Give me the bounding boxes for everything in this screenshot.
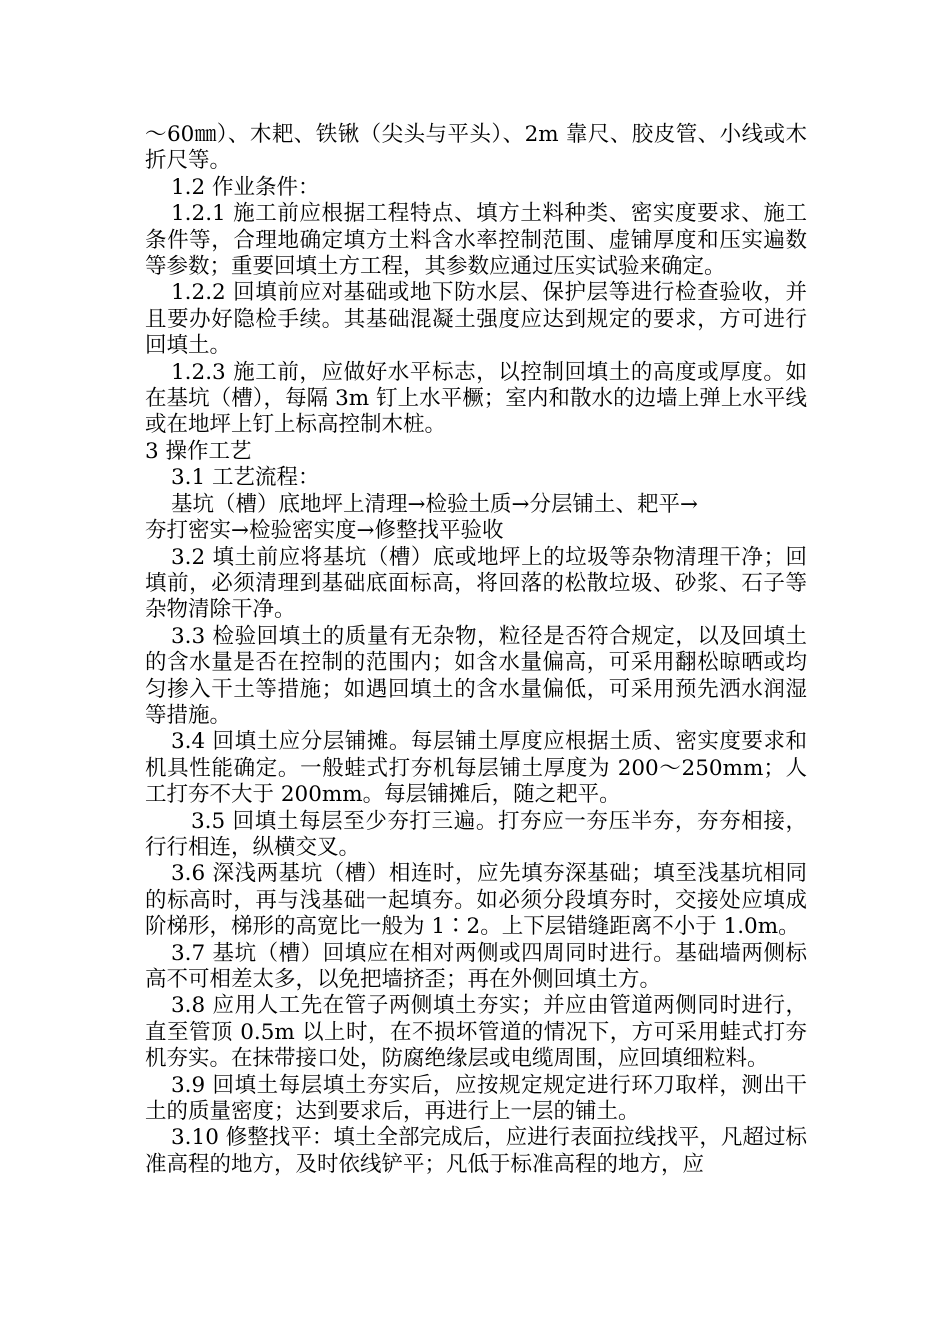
- paragraph-1-2-3: 1.2.3 施工前，应做好水平标志，以控制回填土的高度或厚度。如在基坑（槽），每隔 3m 钉上水平橛；室内和散水的边墙上弹上水平线或在地坪上钉上标高控制木桩。: [145, 359, 807, 438]
- heading-3-operation: 3 操作工艺: [145, 438, 252, 464]
- paragraph-3-10: 3.10 修整找平：填土全部完成后，应进行表面拉线找平，凡超过标准高程的地方，及时依线铲平；凡低于标准高程的地方，应: [145, 1125, 807, 1177]
- paragraph-3-6: 3.6 深浅两基坑（槽）相连时，应先填夯深基础；填至浅基坑相同的标高时，再与浅基础一起填夯。如必须分段填夯时，交接处应填成阶梯形，梯形的高宽比一般为 1∶2。上下层错缝距离不小于 1.0m。: [145, 861, 807, 940]
- document-page: [145, 122, 807, 1178]
- paragraph-3-7: 3.7 基坑（槽）回填应在相对两侧或四周同时进行。基础墙两侧标高不可相差太多，以免把墙挤歪；再在外侧回填土方。: [145, 940, 807, 992]
- paragraph-3-5: 3.5 回填土每层至少夯打三遍。打夯应一夯压半夯，夯夯相接，行行相连，纵横交叉。: [145, 808, 807, 860]
- heading-1-2-conditions: 1.2 作业条件：: [171, 174, 320, 200]
- paragraph-3-2: 3.2 填土前应将基坑（槽）底或地坪上的垃圾等杂物清理干净；回填前，必须清理到基础底面标高，将回落的松散垃圾、砂浆、石子等杂物清除干净。: [145, 544, 807, 623]
- paragraph-3-3: 3.3 检验回填土的质量有无杂物，粒径是否符合规定，以及回填土的含水量是否在控制的范围内；如含水量偏高，可采用翻松晾晒或均匀掺入干土等措施；如遇回填土的含水量偏低，可采用预先洒水润湿等措施。: [145, 623, 807, 728]
- process-flow-line-2: 夯打密实→检验密实度→修整找平验收: [145, 518, 504, 544]
- paragraph-1-2-2: 1.2.2 回填前应对基础或地下防水层、保护层等进行检查验收，并且要办好隐检手续。其基础混凝土强度应达到规定的要求，方可进行回填土。: [145, 280, 807, 359]
- paragraph-1-2-1: 1.2.1 施工前应根据工程特点、填方土料种类、密实度要求、施工条件等，合理地确定填方土料含水率控制范围、虚铺厚度和压实遍数等参数；重要回填土方工程，其参数应通过压实试验来确定。: [145, 201, 807, 280]
- paragraph-3-9: 3.9 回填土每层填土夯实后，应按规定规定进行环刀取样，测出干土的质量密度；达到要求后，再进行上一层的铺土。: [145, 1072, 807, 1125]
- heading-3-1-process: 3.1 工艺流程：: [171, 465, 320, 491]
- process-flow-line-1: 基坑（槽）底地坪上清理→检验土质→分层铺土、耙平→: [171, 491, 699, 517]
- paragraph-tools-continued: ～60㎜）、木耙、铁锹（尖头与平头）、2m 靠尺、胶皮管、小线或木折尺等。: [145, 122, 807, 174]
- paragraph-3-4: 3.4 回填土应分层铺摊。每层铺土厚度应根据土质、密实度要求和机具性能确定。一般蛙式打夯机每层铺土厚度为 200～250mm；人工打夯不大于 200mm。每层铺摊后，随之耙平。: [145, 729, 807, 808]
- paragraph-3-8: 3.8 应用人工先在管子两侧填土夯实；并应由管道两侧同时进行，直至管顶 0.5m 以上时，在不损坏管道的情况下，方可采用蛙式打夯机夯实。在抹带接口处，防腐绝缘层或电缆周围，应回填细粒料。: [145, 993, 807, 1072]
